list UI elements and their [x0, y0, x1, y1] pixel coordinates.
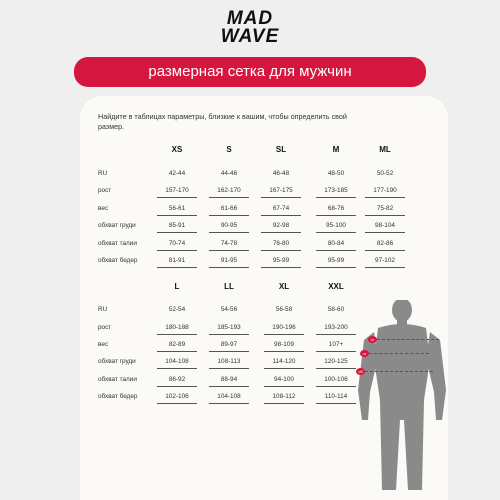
waist-measure-line	[369, 353, 429, 354]
table-cell: 82-86	[376, 240, 394, 247]
cell-underline	[157, 250, 197, 251]
row-label: обхват груди	[98, 222, 136, 229]
table-cell: 56-61	[168, 205, 186, 212]
table-cell: 75-82	[376, 205, 394, 212]
table-cell: 100-106	[324, 376, 348, 383]
cell-underline	[316, 250, 356, 251]
table-cell: 58-60	[327, 306, 345, 313]
table-cell: 85-91	[168, 222, 186, 229]
table-cell: 157-170	[165, 187, 189, 194]
table-cell: 48-50	[327, 170, 345, 177]
table-cell: 61-66	[220, 205, 238, 212]
table-cell: 110-114	[324, 393, 348, 400]
table-cell: 82-89	[168, 341, 186, 348]
table-cell: 76-80	[272, 240, 290, 247]
table-cell: 88-94	[220, 376, 238, 383]
table-cell: 162-170	[217, 187, 241, 194]
cell-underline	[264, 368, 304, 369]
table-cell: 114-120	[272, 358, 296, 365]
table-cell: 185-193	[217, 324, 241, 331]
cell-underline	[209, 215, 249, 216]
cell-underline	[261, 267, 301, 268]
row-label: вес	[98, 205, 109, 212]
cell-underline	[365, 250, 405, 251]
size-header: XXL	[328, 282, 344, 291]
table-cell: 56-58	[275, 306, 293, 313]
table-cell: 94-100	[274, 376, 294, 383]
row-label: рост	[98, 324, 112, 331]
table-cell: 177-190	[373, 187, 397, 194]
cell-underline	[316, 267, 356, 268]
row-label: RU	[98, 170, 108, 177]
cell-underline	[316, 232, 356, 233]
table-cell: 80-84	[327, 240, 345, 247]
table-cell: 44-46	[220, 170, 238, 177]
size-header: SL	[275, 145, 287, 154]
table-cell: 97-102	[375, 257, 395, 264]
chest-marker: ог	[368, 336, 377, 343]
cell-underline	[157, 386, 197, 387]
cell-underline	[209, 403, 249, 404]
size-header: M	[332, 145, 340, 154]
table-cell: 42-44	[168, 170, 186, 177]
cell-underline	[209, 232, 249, 233]
cell-underline	[157, 368, 197, 369]
table-cell: 67-74	[272, 205, 290, 212]
table-cell: 92-98	[272, 222, 290, 229]
row-label: обхват талии	[98, 240, 137, 247]
cell-underline	[365, 215, 405, 216]
cell-underline	[209, 267, 249, 268]
table-cell: 81-91	[168, 257, 186, 264]
hips-measure-line	[365, 371, 433, 372]
cell-underline	[157, 232, 197, 233]
cell-underline	[157, 351, 197, 352]
size-header: S	[226, 145, 232, 154]
table-cell: 86-92	[168, 376, 186, 383]
cell-underline	[264, 351, 304, 352]
row-label: обхват бедер	[98, 257, 138, 264]
chest-measure-line	[377, 339, 439, 340]
brand-logo-line1: MAD	[226, 8, 274, 29]
cell-underline	[264, 334, 304, 335]
page-title-banner: размерная сетка для мужчин	[74, 57, 426, 87]
table-cell: 95-100	[326, 222, 346, 229]
cell-underline	[261, 197, 301, 198]
size-header: XS	[171, 145, 183, 154]
table-cell: 98-109	[274, 341, 294, 348]
cell-underline	[316, 197, 356, 198]
cell-underline	[209, 386, 249, 387]
row-label: вес	[98, 341, 109, 348]
table-cell: 180-188	[165, 324, 189, 331]
table-cell: 173-185	[324, 187, 348, 194]
cell-underline	[365, 197, 405, 198]
cell-underline	[209, 368, 249, 369]
table-cell: 46-48	[272, 170, 290, 177]
waist-marker: от	[360, 350, 369, 357]
table-cell: 104-108	[165, 358, 189, 365]
cell-underline	[157, 267, 197, 268]
table-cell: 102-106	[165, 393, 189, 400]
table-cell: 95-99	[272, 257, 290, 264]
cell-underline	[209, 197, 249, 198]
cell-underline	[264, 386, 304, 387]
cell-underline	[316, 215, 356, 216]
table-cell: 104-108	[217, 393, 241, 400]
table-cell: 167-175	[269, 187, 293, 194]
row-label: рост	[98, 187, 112, 194]
table-cell: 107+	[328, 341, 344, 348]
cell-underline	[365, 267, 405, 268]
size-header: LL	[224, 282, 234, 291]
brand-logo-line2: WAVE	[220, 26, 280, 47]
hips-marker: об	[356, 368, 365, 375]
table-cell: 74-78	[220, 240, 238, 247]
table-cell: 50-52	[376, 170, 394, 177]
cell-underline	[261, 232, 301, 233]
table-cell: 89-97	[220, 341, 238, 348]
cell-underline	[209, 351, 249, 352]
cell-underline	[157, 334, 197, 335]
table-cell: 68-76	[327, 205, 345, 212]
row-label: обхват талии	[98, 376, 137, 383]
brand-logo	[0, 10, 500, 46]
table-cell: 120-125	[324, 358, 348, 365]
cell-underline	[157, 197, 197, 198]
table-cell: 193-200	[324, 324, 348, 331]
table-cell: 108-113	[217, 358, 241, 365]
table-cell: 52-54	[168, 306, 186, 313]
table-cell: 90-95	[220, 222, 238, 229]
table-cell: 190-196	[272, 324, 296, 331]
size-header: ML	[379, 145, 391, 154]
row-label: обхват груди	[98, 358, 136, 365]
size-header: L	[174, 282, 180, 291]
cell-underline	[365, 232, 405, 233]
table-cell: 70-74	[168, 240, 186, 247]
cell-underline	[157, 215, 197, 216]
cell-underline	[264, 403, 304, 404]
table-cell: 108-112	[272, 393, 296, 400]
table-cell: 95-99	[327, 257, 345, 264]
table-cell: 98-104	[375, 222, 395, 229]
cell-underline	[261, 250, 301, 251]
table-cell: 91-95	[220, 257, 238, 264]
row-label: RU	[98, 306, 108, 313]
intro-text: Найдите в таблицах параметры, близкие к вашим, чтобы определить свой размер.	[98, 112, 347, 131]
cell-underline	[261, 215, 301, 216]
cell-underline	[157, 403, 197, 404]
body-figure-illustration	[350, 300, 450, 500]
cell-underline	[209, 250, 249, 251]
cell-underline	[209, 334, 249, 335]
table-cell: 54-56	[220, 306, 238, 313]
size-header: XL	[278, 282, 290, 291]
row-label: обхват бедер	[98, 393, 138, 400]
